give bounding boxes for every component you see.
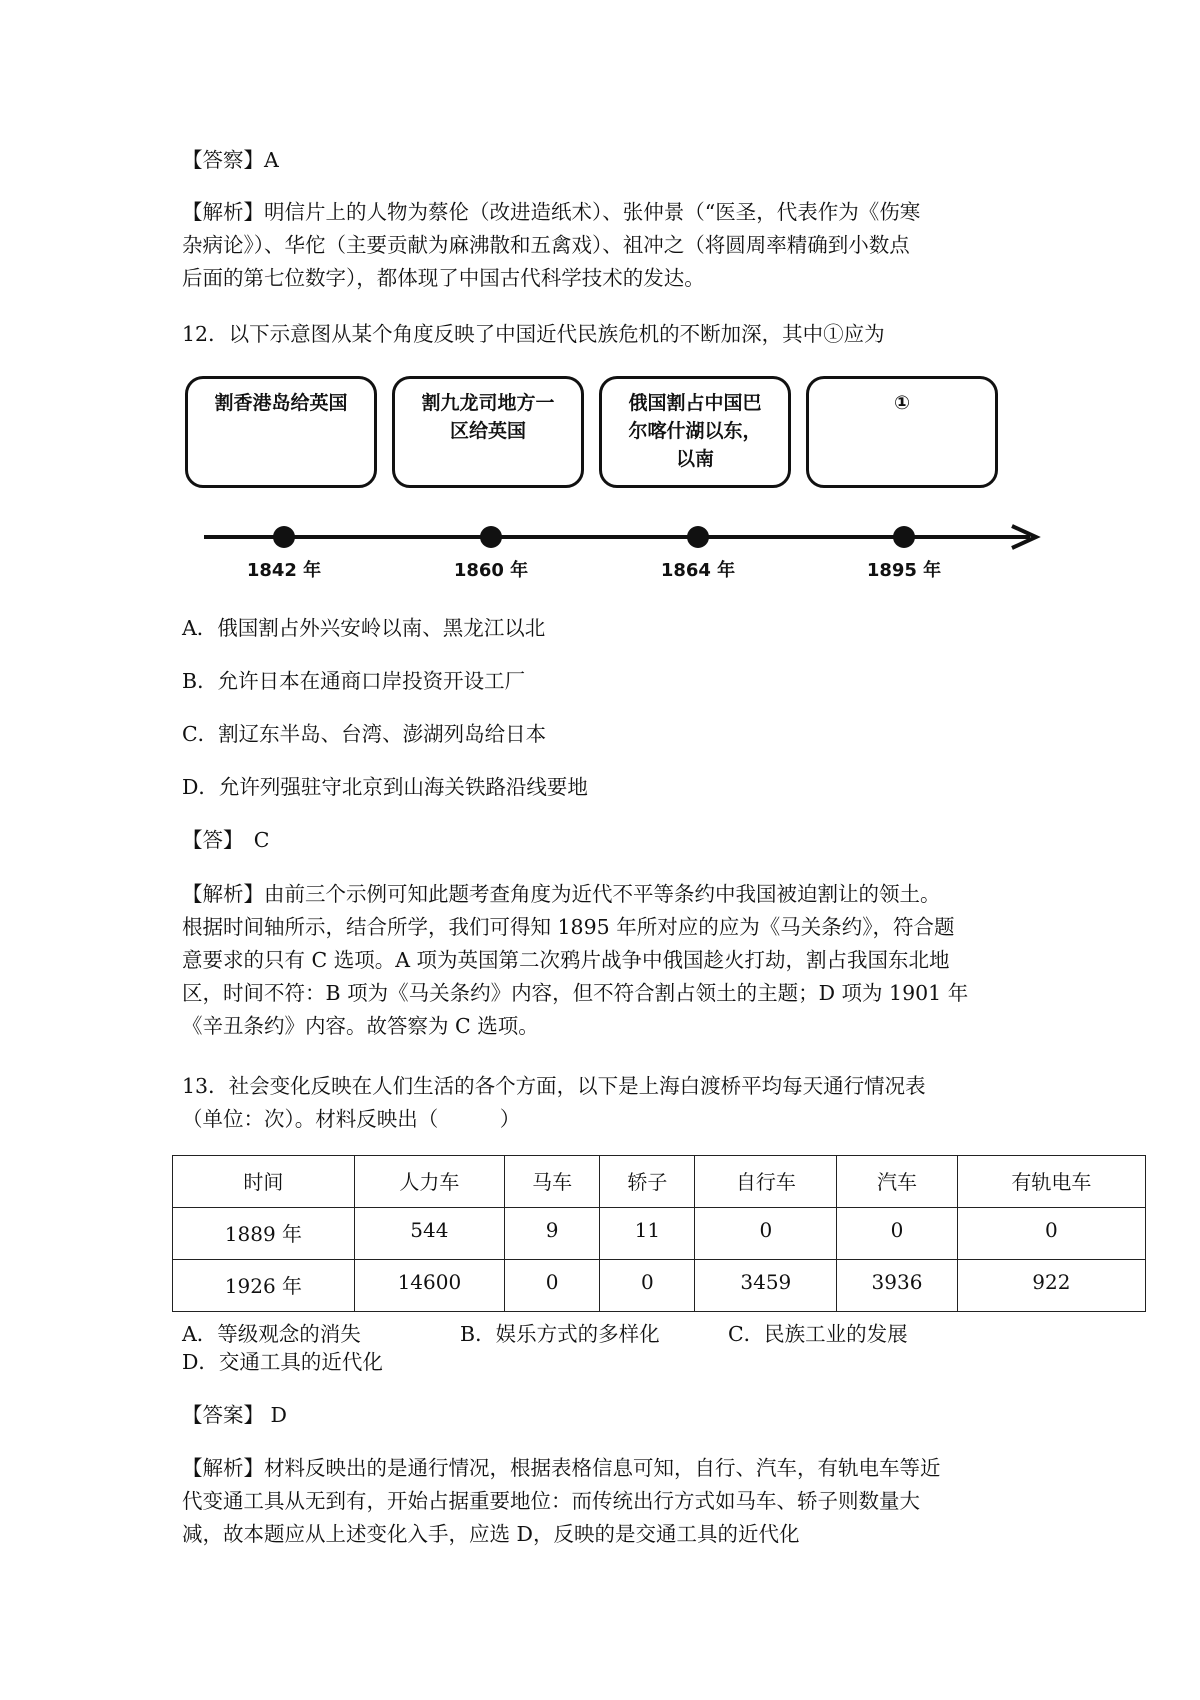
q13-option-c: C．民族工业的发展 xyxy=(728,1322,908,1346)
timeline-box-3 xyxy=(599,376,791,488)
table-cell: 1889 年 xyxy=(173,1208,355,1260)
table-cell: 3936 xyxy=(837,1260,958,1312)
q12-analysis-line: 【解析】由前三个示例可知此题考查角度为近代不平等条约中我国被迫割让的领土。 xyxy=(182,882,941,906)
q13-analysis-line: 减，故本题应从上述变化入手，应选 D，反映的是交通工具的近代化 xyxy=(182,1522,800,1546)
q13-option-b: B．娱乐方式的多样化 xyxy=(460,1322,660,1346)
q13-analysis-line: 代变通工具从无到有，开始占据重要地位：而传统出行方式如马车、轿子则数量大 xyxy=(182,1489,920,1513)
q12-analysis-line: 根据时间轴所示，结合所学，我们可得知 1895 年所对应的应为《马关条约》，符合题 xyxy=(182,915,955,939)
timeline-year-label: 1895 年 xyxy=(866,560,942,581)
table-cell: 11 xyxy=(600,1208,695,1260)
timeline-year-label: 1860 年 xyxy=(453,560,529,581)
table-header-cell: 汽车 xyxy=(837,1156,958,1208)
timeline-year-label: 1842 年 xyxy=(246,560,322,581)
q11-analysis-line: 后面的第七位数字），都体现了中国古代科学技术的发达。 xyxy=(182,266,705,290)
timeline-axis xyxy=(190,517,1050,557)
table-header-row xyxy=(173,1156,1146,1208)
q13-stem-line: 13．社会变化反映在人们生活的各个方面，以下是上海白渡桥平均每天通行情况表 xyxy=(182,1074,926,1098)
timeline-box-text: 区给英国 xyxy=(449,420,526,442)
timeline-box-2 xyxy=(392,376,584,488)
q13-stem xyxy=(182,1070,1032,1136)
timeline-box-text: 割香港岛给英国 xyxy=(214,392,348,414)
q13-analysis-line: 【解析】材料反映出的是通行情况，根据表格信息可知，自行、汽车，有轨电车等近 xyxy=(182,1456,941,1480)
timeline-box-text: 尔喀什湖以东， xyxy=(628,420,762,442)
timeline-point-1842 xyxy=(273,526,295,548)
q11-analysis-line: 杂病论》）、华佗（主要贡献为麻沸散和五禽戏）、祖冲之（将圆周率精确到小数点 xyxy=(182,233,910,257)
table-cell: 0 xyxy=(695,1208,837,1260)
timeline-box-1 xyxy=(185,376,377,488)
q12-option-d: D．允许列强驻守北京到山海关铁路沿线要地 xyxy=(182,775,588,799)
q13-analysis xyxy=(182,1452,1032,1551)
q12-analysis-line: 意要求的只有 C 选项。A 项为英国第二次鸦片战争中俄国趁火打劫，割占我国东北地 xyxy=(182,948,950,972)
q12-option-c: C．割辽东半岛、台湾、澎湖列岛给日本 xyxy=(182,722,547,746)
table-header-cell: 马车 xyxy=(504,1156,599,1208)
table-cell: 3459 xyxy=(695,1260,837,1312)
table-cell: 0 xyxy=(504,1260,599,1312)
table-row xyxy=(173,1260,1146,1312)
table-cell: 544 xyxy=(354,1208,504,1260)
timeline-box-4 xyxy=(806,376,998,488)
traffic-table xyxy=(172,1155,1146,1312)
table-cell: 9 xyxy=(504,1208,599,1260)
table-cell: 922 xyxy=(957,1260,1145,1312)
q13-option-a: A．等级观念的消失 xyxy=(182,1322,361,1346)
timeline-box-text: 俄国割占中国巴 xyxy=(628,392,762,414)
table-cell: 14600 xyxy=(354,1260,504,1312)
timeline-point-1860 xyxy=(480,526,502,548)
timeline-point-1864 xyxy=(687,526,709,548)
timeline-box-text: 以南 xyxy=(675,448,714,470)
timeline-box-text: 割九龙司地方一 xyxy=(421,392,555,414)
timeline-point-1895 xyxy=(893,526,915,548)
q12-analysis-line: 区，时间不符：B 项为《马关条约》内容，但不符合割占领土的主题；D 项为 1901 年 xyxy=(182,981,969,1005)
q11-analysis xyxy=(182,196,1032,295)
table-header-cell: 人力车 xyxy=(354,1156,504,1208)
q11-answer: 【答察】A xyxy=(182,148,279,172)
table-cell: 0 xyxy=(957,1208,1145,1260)
table-cell: 1926 年 xyxy=(173,1260,355,1312)
table-cell: 0 xyxy=(600,1260,695,1312)
table-row xyxy=(173,1208,1146,1260)
timeline-year-label: 1864 年 xyxy=(660,560,736,581)
q12-option-a: A．俄国割占外兴安岭以南、黑龙江以北 xyxy=(182,616,546,640)
table-header-cell: 时间 xyxy=(173,1156,355,1208)
q12-analysis xyxy=(182,878,1032,1043)
q13-answer: 【答案】 D xyxy=(182,1403,287,1427)
table-cell: 0 xyxy=(837,1208,958,1260)
q12-answer: 【答】 C xyxy=(182,828,270,852)
q12-stem: 12．以下示意图从某个角度反映了中国近代民族危机的不断加深，其中①应为 xyxy=(182,322,885,346)
q13-stem-line: （单位：次）。材料反映出（ ） xyxy=(182,1107,521,1131)
q11-analysis-line: 【解析】明信片上的人物为蔡伦（改进造纸术）、张仲景（“医圣，代表作为《伤寒 xyxy=(182,200,921,224)
table-header-cell: 有轨电车 xyxy=(957,1156,1145,1208)
timeline-box-text: ① xyxy=(893,392,911,414)
q12-analysis-line: 《辛丑条约》内容。故答察为 C 选项。 xyxy=(182,1014,539,1038)
table-header-cell: 自行车 xyxy=(695,1156,837,1208)
table-header-cell: 轿子 xyxy=(600,1156,695,1208)
q12-option-b: B．允许日本在通商口岸投资开设工厂 xyxy=(182,669,526,693)
q13-option-d: D．交通工具的近代化 xyxy=(182,1350,383,1374)
